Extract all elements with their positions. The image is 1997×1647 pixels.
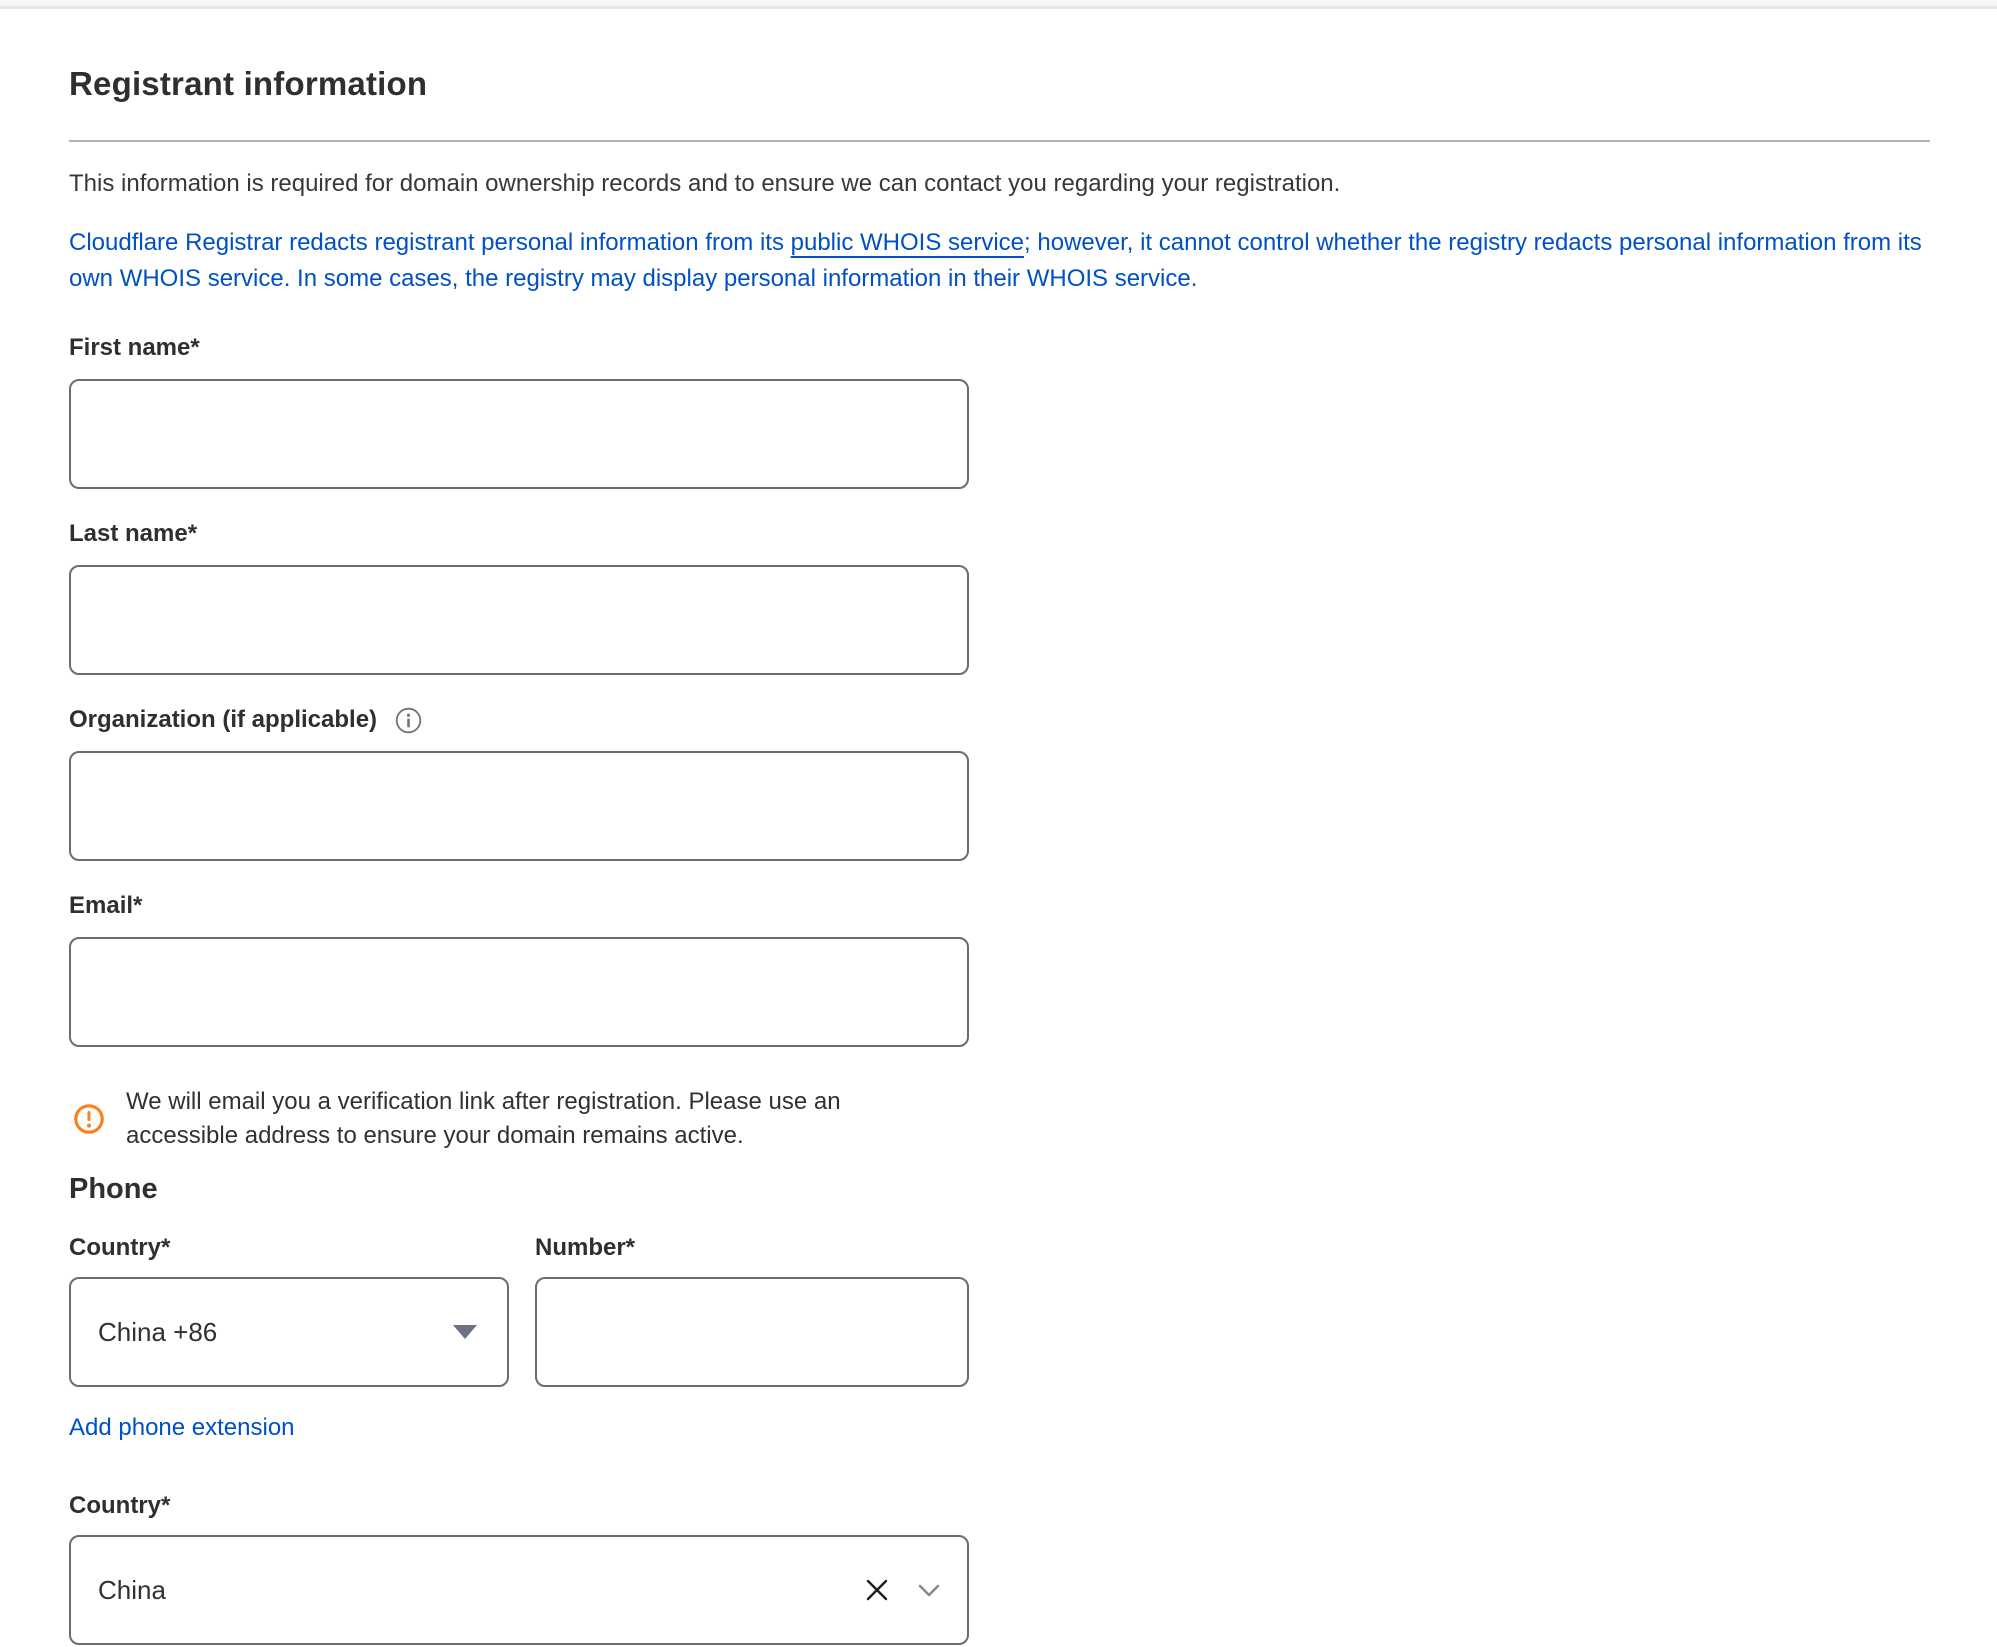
email-label: Email* [69,892,143,919]
top-section-divider [0,0,1997,9]
title-divider [69,140,1930,142]
last-name-label: Last name* [69,520,198,547]
add-phone-extension-link[interactable]: Add phone extension [69,1414,295,1441]
phone-number-label: Number* [535,1234,636,1261]
registrant-information-section [0,9,1997,1645]
page-title: Registrant information [69,65,428,102]
country-selected-value: China [98,1574,166,1605]
whois-notice-post: ; however, it cannot control whether the registry redacts personal information from its own WHOIS service. In some cases, the registry may display personal information in their WHOIS service. [69,229,1922,292]
email-verification-warning [69,1085,969,1153]
first-name-label: First name* [69,334,200,361]
public-whois-service-link[interactable]: public WHOIS service [790,229,1025,256]
phone-country-select[interactable] [69,1277,509,1387]
organization-label: Organization (if applicable) [69,706,378,733]
phone-section-heading: Phone [69,1173,158,1205]
alert-circle-icon [73,1103,105,1135]
email-warning-text: We will email you a verification link after registration. Please use an accessible address to ensure your domain remains active. [126,1088,841,1149]
first-name-input[interactable] [69,379,969,489]
whois-notice-text [69,225,1930,297]
organization-label-row [69,705,969,735]
country-combobox[interactable] [69,1535,969,1645]
chevron-down-icon[interactable] [913,1574,945,1606]
intro-text: This information is required for domain ownership records and to ensure we can contact you regarding your registration. [69,170,1341,197]
last-name-input[interactable] [69,565,969,675]
phone-number-input[interactable] [535,1277,969,1387]
registrant-form [69,333,969,1645]
phone-country-selected-value: China +86 [98,1316,218,1347]
organization-input[interactable] [69,751,969,861]
x-icon[interactable] [861,1574,893,1606]
phone-fields-row [69,1233,969,1387]
phone-number-column [535,1233,969,1387]
country-combobox-icons [861,1574,945,1606]
whois-notice-pre: Cloudflare Registrar redacts registrant personal information from its [69,229,791,256]
phone-country-label: Country* [69,1234,171,1261]
email-input[interactable] [69,937,969,1047]
info-circle-icon[interactable] [395,707,422,734]
caret-down-icon [453,1325,477,1339]
country-label: Country* [69,1492,171,1519]
phone-country-column [69,1233,509,1387]
